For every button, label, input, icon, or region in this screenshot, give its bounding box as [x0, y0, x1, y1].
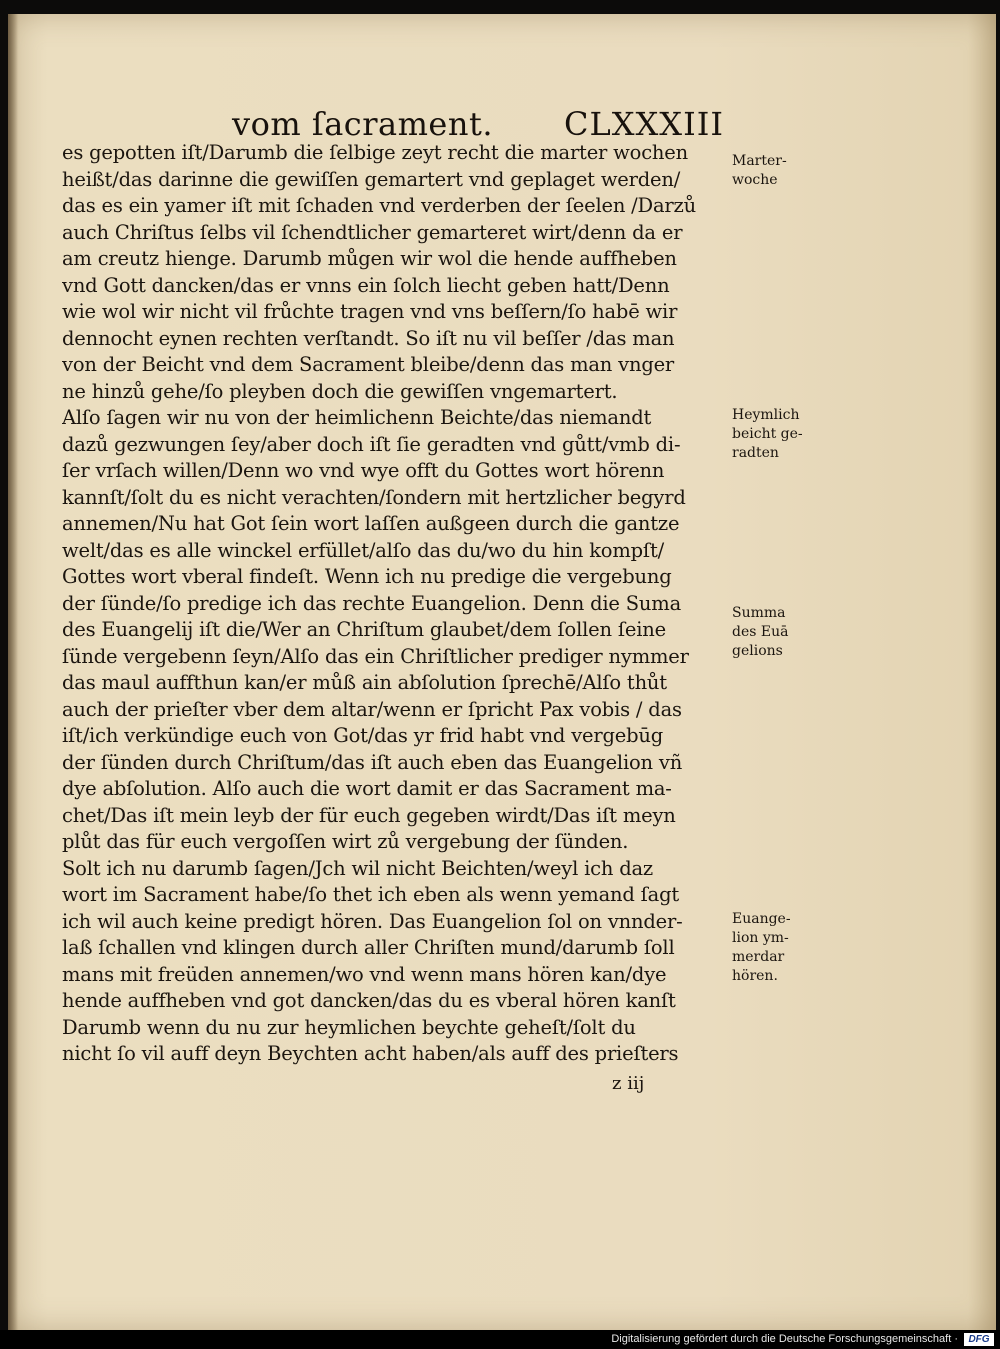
- text-line: hende auffheben vnd got dancken/das du es vberal hören kanſt: [62, 989, 676, 1012]
- marginal-note-line: woche: [732, 172, 778, 188]
- text-line: wort im Sacrament habe/ſo thet ich eben als wenn yemand ſagt: [62, 883, 680, 906]
- text-line: von der Beicht vnd dem Sacrament bleibe/denn das man vnger: [62, 353, 675, 376]
- text-line: iſt/ich verkündige euch von Got/das yr frid habt vnd vergebūg: [62, 724, 664, 747]
- text-line: Gottes wort vberal findeſt. Wenn ich nu predige die vergebung: [62, 565, 672, 588]
- text-line: Solt ich nu darumb ſagen/Jch wil nicht Beichten/weyl ich daz: [62, 856, 653, 880]
- text-line: nicht ſo vil auff deyn Beychten acht haben/als auff des prieſters: [62, 1042, 679, 1065]
- marginal-note-line: lion ym-: [732, 930, 789, 946]
- text-line: Alſo ſagen wir nu von der heimlichenn Beichte/das niemandt: [62, 406, 652, 429]
- marginal-note-line: Euange-: [732, 911, 791, 927]
- footer-bar: [0, 1330, 1000, 1349]
- text-line: auch Chriſtus ſelbs vil ſchendtlicher gemarteret wirt/denn da er: [62, 220, 683, 244]
- funding-credit: Digitalisierung gefördert durch die Deutsche Forschungsgemeinschaft ·: [611, 1333, 958, 1345]
- marginal-note-line: merdar: [732, 949, 785, 965]
- marginal-note: [732, 406, 822, 463]
- marginal-note: [732, 604, 822, 661]
- text-line: wie wol wir nicht vil frůchte tragen vnd vns beſſern/ſo habē wir: [62, 300, 678, 323]
- text-line: das es ein yamer iſt mit ſchaden vnd verderben der ſeelen /Darzů: [62, 194, 696, 217]
- running-title: vom ſacrament.: [232, 105, 493, 143]
- text-line: des Euangelij iſt die/Wer an Chriſtum glaubet/dem ſollen ſeine: [62, 618, 666, 641]
- marginal-note-line: Marter-: [732, 153, 787, 169]
- text-line: annemen/Nu hat Got ſein wort laſſen außgeen durch die gantze: [62, 512, 680, 535]
- page-header: [232, 104, 724, 144]
- dfg-logo: DFG: [964, 1333, 994, 1346]
- text-line: es gepotten iſt/Darumb die ſelbige zeyt recht die marter wochen: [62, 141, 688, 164]
- text-line: Darumb wenn du nu zur heymlichen beychte geheſt/ſolt du: [62, 1015, 636, 1039]
- text-line: chet/Das iſt mein leyb der für euch gegeben wirdt/Das iſt meyn: [62, 803, 676, 827]
- marginal-note: [732, 910, 822, 986]
- text-line: mans mit freüden annemen/wo vnd wenn mans hören kan/dye: [62, 962, 667, 986]
- text-line: vnd Gott dancken/das er vnns ein ſolch liecht geben hatt/Denn: [62, 273, 670, 297]
- text-line: heißt/das darinne die gewiſſen gemartert vnd geplaget werden/: [62, 167, 681, 191]
- text-line: ſünde vergebenn ſeyn/Alſo das ein Chriſtlicher prediger nymmer: [62, 644, 689, 668]
- marginal-note-line: Heymlich: [732, 407, 800, 423]
- text-line: am creutz hienge. Darumb můgen wir wol die hende auffheben: [62, 247, 677, 270]
- text-line: plůt das für euch vergoſſen wirt zů vergebung der ſünden.: [62, 830, 629, 853]
- marginal-note: [732, 152, 822, 190]
- marginal-note-line: gelions: [732, 643, 783, 659]
- text-line: dennocht eynen rechten verſtandt. So iſt nu vil beſſer /das man: [62, 326, 675, 350]
- signature-mark: z iij: [612, 1073, 645, 1094]
- marginal-note-line: Summa: [732, 605, 786, 621]
- marginal-note-line: radten: [732, 445, 779, 461]
- text-line: auch der prieſter vber dem altar/wenn er ſpricht Pax vobis / das: [62, 697, 682, 721]
- text-line: ne hinzů gehe/ſo pleyben doch die gewiſſen vngemartert.: [62, 379, 618, 403]
- text-line: der ſünde/ſo predige ich das rechte Euangelion. Denn die Suma: [62, 591, 682, 615]
- marginal-note-line: hören.: [732, 968, 778, 984]
- text-line: laß ſchallen vnd klingen durch aller Chriſten mund/darumb ſoll: [62, 936, 675, 959]
- text-line: kannſt/ſolt du es nicht verachten/ſondern mit hertzlicher begyrd: [62, 485, 686, 509]
- body-text: [62, 140, 728, 1068]
- marginal-note-line: des Euā: [732, 624, 789, 640]
- text-line: dazů gezwungen ſey/aber doch iſt ſie geradten vnd gůtt/vmb di-: [62, 432, 681, 456]
- text-line: dye abſolution. Alſo auch die wort damit er das Sacrament ma-: [62, 777, 672, 800]
- text-line: welt/das es alle winckel erfüllet/alſo das du/wo du hin kompſt/: [62, 538, 664, 562]
- folio-number: CLXXXIII: [564, 105, 724, 143]
- text-line: der ſünden durch Chriſtum/das iſt auch eben das Euangelion vñ: [62, 750, 683, 774]
- text-line: ich wil auch keine predigt hören. Das Euangelion ſol on vnnder-: [62, 909, 683, 933]
- text-line: das maul auffthun kan/er můß ain abſolution ſprechē/Alſo thůt: [62, 671, 667, 694]
- text-line: ſer vrſach willen/Denn wo vnd wye offt du Gottes wort hörenn: [62, 459, 665, 482]
- gutter-shadow: [8, 14, 18, 1330]
- marginal-note-line: beicht ge-: [732, 426, 803, 442]
